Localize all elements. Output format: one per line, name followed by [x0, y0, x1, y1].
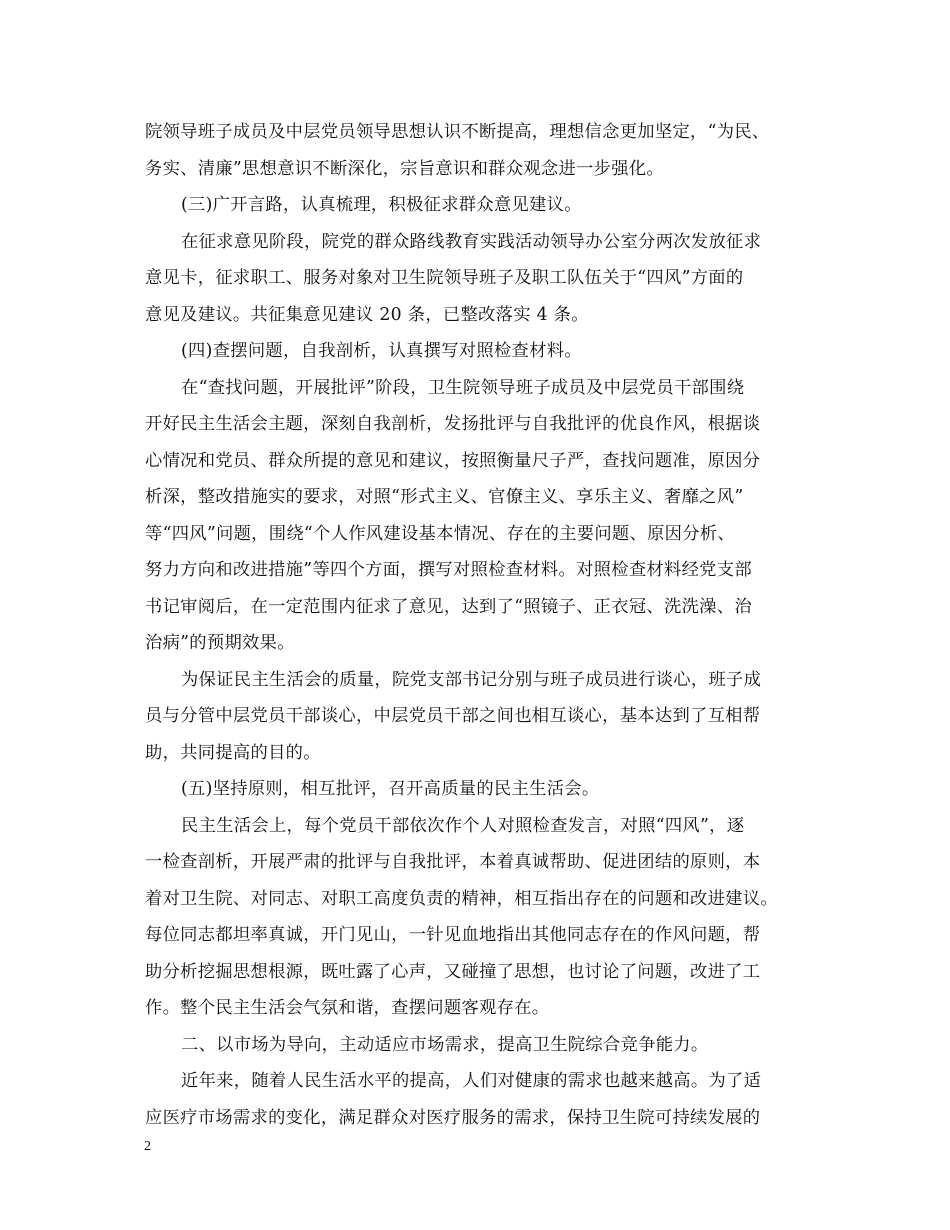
text-line: 心情况和党员、群众所提的意见和建议，按照衡量尺子严，查找问题准，原因分 [145, 450, 761, 471]
page-number: 2 [144, 1139, 151, 1154]
text-line: 助分析挖掘思想根源，既吐露了心声，又碰撞了思想，也讨论了问题，改进了工 [145, 961, 761, 982]
text-line: 院领导班子成员及中层党员领导思想认识不断提高，理想信念更加坚定，“为民、 [145, 122, 770, 142]
text-line: 二、以市场为导向，主动适应市场需求，提高卫生院综合竞争能力。 [181, 1034, 709, 1055]
text-line: 在征求意见阶段，院党的群众路线教育实践活动领导办公室分两次发放征求 [181, 231, 762, 252]
text-line: (五)坚持原则，相互批评，召开高质量的民主生活会。 [181, 779, 600, 799]
text-line: 意见及建议。共征集意见建议 20 条，已整改落实 4 条。 [145, 304, 589, 325]
text-line: 着对卫生院、对同志、对职工高度负责的精神，相互指出存在的问题和改进建议。 [145, 888, 778, 909]
text-line: 务实、清廉”思想意识不断深化，宗旨意识和群众观念进一步强化。 [145, 158, 664, 179]
text-line: 为保证民主生活会的质量，院党支部书记分别与班子成员进行谈心，班子成 [181, 669, 762, 690]
text-line: 等“四风”问题，围绕“个人作风建设基本情况、存在的主要问题、原因分析、 [145, 523, 736, 544]
text-line: 员与分管中层党员干部谈心，中层党员干部之间也相互谈心，基本达到了互相帮 [145, 706, 761, 726]
text-line: 开好民主生活会主题，深刻自我剖析，发扬批评与自我批评的优良作风，根据谈 [145, 414, 761, 434]
document-body [145, 114, 810, 1128]
text-line: 一检查剖析，开展严肃的批评与自我批评，本着真诚帮助、促进团结的原则，本 [145, 852, 761, 872]
text-line: 努力方向和改进措施”等四个方面，撰写对照检查材料。对照检查材料经党支部 [145, 560, 752, 580]
text-line: (四)查摆问题，自我剖析，认真撰写对照检查材料。 [181, 341, 582, 361]
text-line: 每位同志都坦率真诚，开门见山，一针见血地指出其他同志存在的作风问题，帮 [145, 925, 761, 945]
text-line: 在“查找问题，开展批评”阶段，卫生院领导班子成员及中层党员干部围绕 [181, 377, 745, 398]
text-line: 助，共同提高的目的。 [145, 742, 321, 763]
text-line: 应医疗市场需求的变化，满足群众对医疗服务的需求，保持卫生院可持续发展的 [145, 1107, 761, 1128]
text-line: 民主生活会上，每个党员干部依次作个人对照检查发言，对照“四风”，逐 [181, 815, 745, 836]
text-line: 作。整个民主生活会气氛和谐，查摆问题客观存在。 [145, 998, 550, 1018]
text-line: 治病”的预期效果。 [145, 633, 295, 653]
text-line: 近年来，随着人民生活水平的提高，人们对健康的需求也越来越高。为了适 [181, 1071, 762, 1091]
text-line: 析深，整改措施实的要求，对照“形式主义、官僚主义、享乐主义、奢靡之风” [145, 487, 744, 507]
text-line: 书记审阅后，在一定范围内征求了意见，达到了“照镜子、正衣冠、洗洗澡、治 [145, 596, 752, 617]
text-line: (三)广开言路，认真梳理，积极征求群众意见建议。 [181, 195, 582, 215]
text-line: 意见卡，征求职工、服务对象对卫生院领导班子及职工队伍关于“四风”方面的 [145, 268, 744, 288]
